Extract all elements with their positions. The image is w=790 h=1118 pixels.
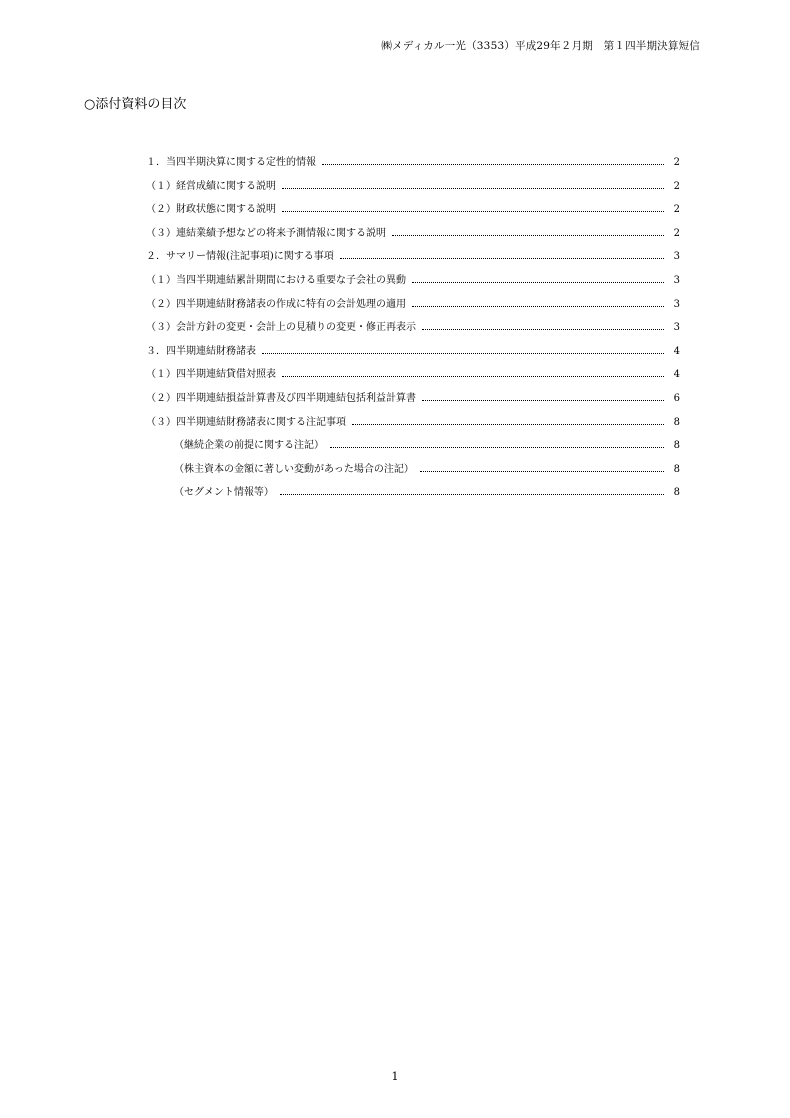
toc-item: [146, 436, 680, 460]
toc-leader: [282, 187, 664, 189]
toc-item: [146, 153, 680, 177]
toc-item-page: 2: [673, 157, 680, 168]
toc-leader: [322, 163, 664, 165]
toc-item-label: ３．四半期連結財務諸表: [146, 345, 256, 357]
toc-item-label: ２．サマリー情報(注記事項)に関する事項: [146, 251, 334, 263]
toc-leader: [412, 281, 664, 283]
toc-item-label: １．当四半期決算に関する定性的情報: [146, 157, 316, 168]
toc-item-page: 3: [673, 322, 680, 334]
toc-leader: [422, 399, 664, 401]
toc-item-label: （１）経営成績に関する説明: [146, 180, 276, 192]
toc-item-page: 2: [673, 204, 680, 216]
toc-item-page: 8: [673, 440, 680, 452]
toc-item: [146, 271, 680, 295]
toc-item: [146, 224, 680, 248]
toc-leader: [392, 234, 664, 236]
toc-item-label: （１）当四半期連結累計期間における重要な子会社の異動: [146, 274, 406, 286]
toc-item-page: 4: [673, 345, 680, 357]
toc-item-page: 2: [673, 180, 680, 192]
toc-item: [146, 460, 680, 484]
toc-item-label: （継続企業の前提に関する注記）: [174, 440, 324, 452]
toc-item: [146, 389, 680, 413]
toc-item: [146, 295, 680, 319]
toc-item-page: 8: [673, 416, 680, 428]
toc-item-label: （セグメント情報等）: [174, 487, 274, 499]
toc-item: [146, 247, 680, 271]
toc-leader: [330, 446, 664, 448]
toc-leader: [282, 210, 664, 212]
toc-item: [146, 413, 680, 437]
toc-item-label: （２）財政状態に関する説明: [146, 204, 276, 216]
table-of-contents: [146, 153, 680, 507]
toc-item-page: 8: [673, 487, 680, 499]
toc-leader: [280, 493, 664, 495]
toc-leader: [412, 305, 664, 307]
toc-item: [146, 318, 680, 342]
toc-item: [146, 200, 680, 224]
toc-item-page: 4: [673, 369, 680, 381]
document-header: ㈱メディカル一光（3353）平成29年２月期 第１四半期決算短信: [381, 40, 700, 52]
page-number: 1: [391, 1070, 399, 1083]
toc-item-page: 3: [673, 298, 680, 310]
section-title: ○添付資料の目次: [84, 97, 187, 112]
toc-item-label: （１）四半期連結貸借対照表: [146, 369, 276, 381]
toc-leader: [420, 470, 664, 472]
toc-leader: [340, 257, 664, 259]
toc-leader: [262, 352, 664, 354]
toc-item-label: （３）四半期連結財務諸表に関する注記事項: [146, 416, 346, 428]
toc-item-label: （３）会計方針の変更・会計上の見積りの変更・修正再表示: [146, 322, 416, 334]
toc-item: [146, 483, 680, 507]
toc-item-page: 8: [673, 463, 680, 475]
toc-item-label: （３）連結業績予想などの将来予測情報に関する説明: [146, 227, 386, 239]
toc-item-label: （２）四半期連結損益計算書及び四半期連結包括利益計算書: [146, 392, 416, 404]
toc-item-page: 2: [673, 227, 680, 239]
toc-leader: [422, 328, 664, 330]
toc-item-page: 3: [673, 251, 680, 263]
toc-item-page: 6: [673, 392, 680, 404]
toc-leader: [352, 423, 664, 425]
toc-item-label: （２）四半期連結財務諸表の作成に特有の会計処理の適用: [146, 298, 406, 310]
toc-item-page: 3: [673, 274, 680, 286]
toc-item: [146, 342, 680, 366]
toc-item: [146, 365, 680, 389]
toc-item-label: （株主資本の金額に著しい変動があった場合の注記）: [174, 463, 414, 475]
toc-item: [146, 177, 680, 201]
toc-leader: [282, 375, 664, 377]
